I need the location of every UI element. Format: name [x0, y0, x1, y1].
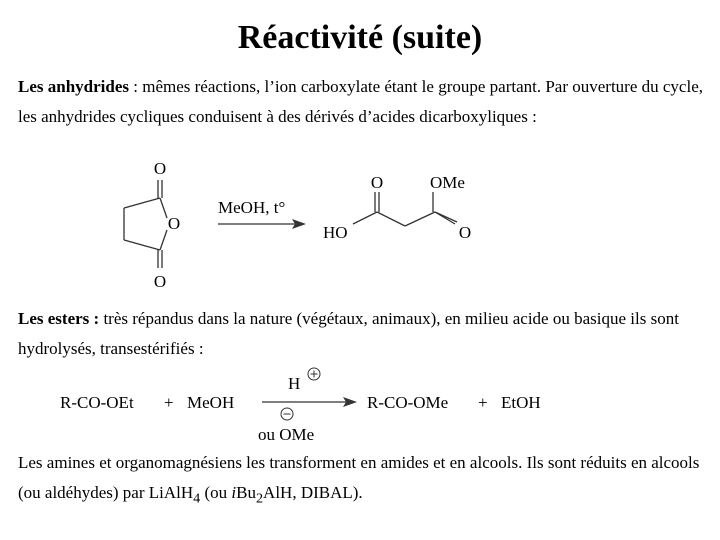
- ester-product-2: EtOH: [501, 393, 541, 412]
- reactant-o-top: O: [153, 159, 167, 178]
- product-ome: OMe: [430, 173, 465, 192]
- slide-title: Réactivité (suite): [237, 19, 483, 56]
- product-o-left: O: [370, 173, 384, 192]
- ester-product-1: R-CO-OMe: [367, 393, 449, 412]
- product-o-right: O: [458, 223, 472, 242]
- reactant-o-bottom: O: [153, 272, 167, 291]
- catalyst-acid: H: [288, 374, 301, 393]
- esters-term: Les esters :: [18, 309, 100, 328]
- ester-reactant-2: MeOH: [187, 393, 235, 412]
- anhydrides-term: Les anhydrides: [18, 77, 129, 96]
- amines-text-1: Les amines et organomagnésiens les transforment en amides et en alcools. Ils sont réduits en alcools (ou aldéhydes) par LiAlH: [18, 453, 700, 502]
- amines-sub-1: 4: [193, 490, 201, 507]
- product-ho: HO: [323, 223, 348, 242]
- ester-reactant-1: R-CO-OEt: [60, 393, 134, 412]
- esters-text: très répandus dans la nature (végétaux, animaux), en milieu acide ou basique ils sont hydrolysés, transestérifiés :: [18, 309, 679, 358]
- amines-text-4: AlH, DIBAL).: [263, 483, 363, 502]
- anhydride-conditions: MeOH, t°: [218, 198, 286, 217]
- ester-plus-2: +: [478, 393, 488, 412]
- amines-sub-2: 2: [255, 490, 264, 507]
- amines-text-3: Bu: [236, 483, 256, 502]
- reactant-o-ring: O: [167, 214, 181, 233]
- anhydrides-text: : mêmes réactions, l’ion carboxylate étant le groupe partant. Par ouverture du cycle, les anhydrides cycliques conduisent à des dérivés d’acides dicarboxyliques :: [18, 77, 703, 126]
- catalyst-base: ou OMe: [258, 425, 315, 444]
- amines-text-2: (ou: [200, 483, 232, 502]
- ester-plus-1: +: [164, 393, 174, 412]
- amines-italic: i: [231, 483, 237, 502]
